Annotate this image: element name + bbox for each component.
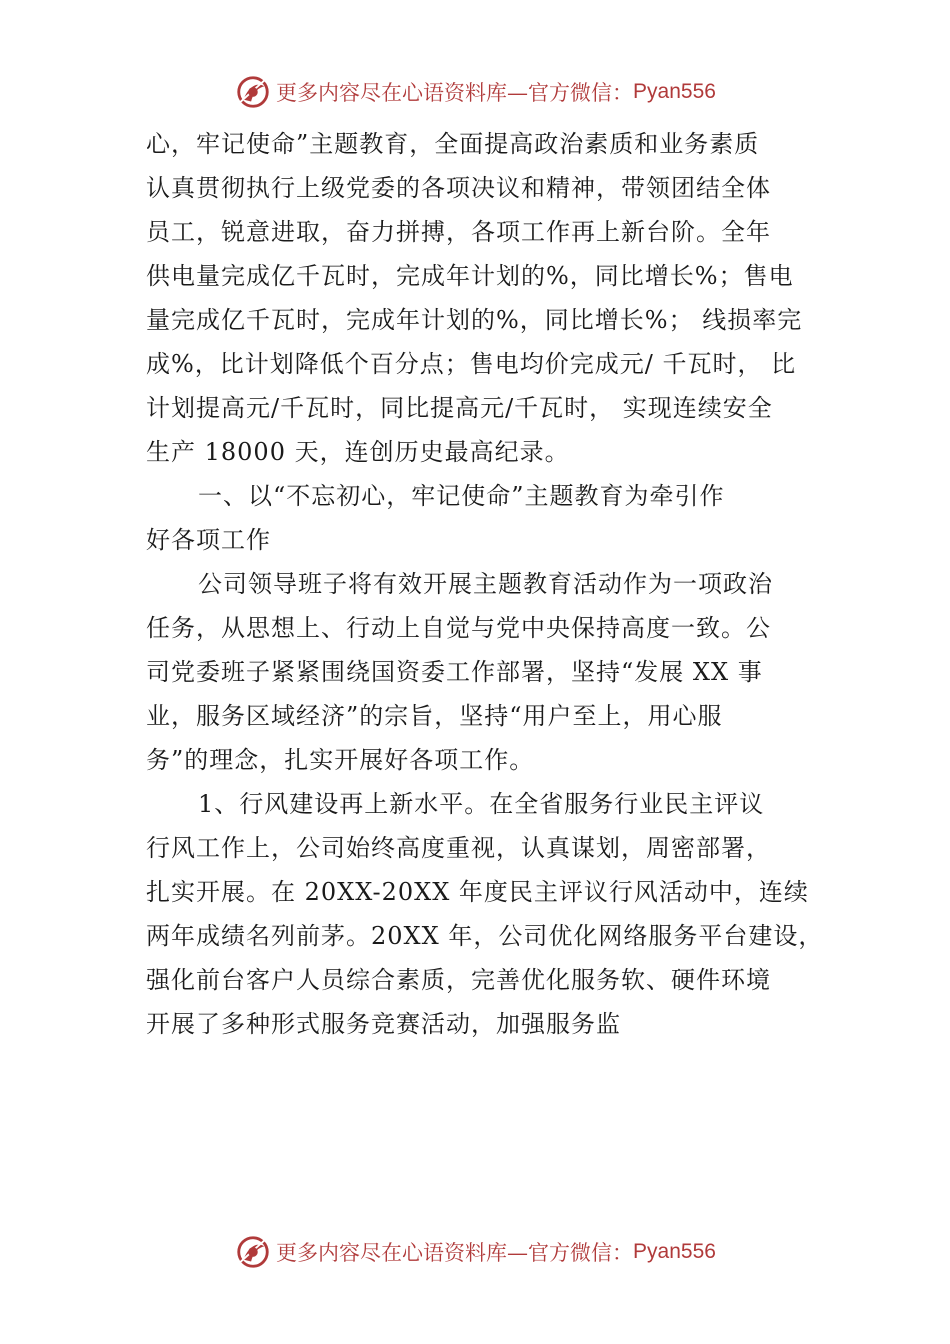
logo-icon: [234, 73, 272, 111]
banner-wechat-id: Pyan556: [633, 80, 716, 103]
body-line: 务”的理念，扎实开展好各项工作。: [146, 746, 535, 774]
body-line: 公司领导班子将有效开展主题教育活动作为一项政治: [198, 570, 773, 598]
body-line: 认真贯彻执行上级党委的各项决议和精神，带领团结全体: [146, 174, 771, 202]
body-line: 供电量完成亿千瓦时，完成年计划的%，同比增长%；售电: [146, 262, 794, 290]
body-line: 生产 18000 天，连创历史最高纪录。: [146, 438, 570, 466]
body-line: 任务，从思想上、行动上自觉与党中央保持高度一致。公: [146, 614, 771, 642]
section-heading: 一、以“不忘初心，牢记使命”主题教育为牵引作: [198, 482, 725, 510]
body-line: 开展了多种形式服务竞赛活动，加强服务监: [146, 1010, 621, 1038]
banner-wechat-id: Pyan556: [633, 1240, 716, 1263]
logo-icon: [234, 1233, 272, 1271]
body-line: 员工，锐意进取，奋力拼搏，各项工作再上新台阶。全年: [146, 218, 771, 246]
body-line: 计划提高元/千瓦时，同比提高元/千瓦时， 实现连续安全: [146, 394, 773, 422]
document-body: [146, 122, 824, 1046]
banner-text: 更多内容尽在心语资料库—官方微信：: [276, 1241, 634, 1265]
body-line: 扎实开展。在 20XX-20XX 年度民主评议行风活动中，连续: [146, 878, 809, 906]
body-line: 行风工作上，公司始终高度重视，认真谋划，周密部署，: [146, 834, 771, 862]
body-line: 1、行风建设再上新水平。在全省服务行业民主评议: [198, 790, 765, 818]
header-banner: [0, 72, 950, 112]
banner-text: 更多内容尽在心语资料库—官方微信：: [276, 81, 634, 105]
body-line: 两年成绩名列前茅。20XX 年，公司优化网络服务平台建设，: [146, 922, 824, 950]
footer-banner: [0, 1232, 950, 1272]
body-line: 强化前台客户人员综合素质，完善优化服务软、硬件环境: [146, 966, 771, 994]
body-line: 司党委班子紧紧围绕国资委工作部署，坚持“发展 XX 事: [146, 658, 763, 686]
section-heading-cont: 好各项工作: [146, 526, 271, 554]
body-line: 业，服务区域经济”的宗旨，坚持“用户至上，用心服: [146, 702, 723, 730]
body-line: 心，牢记使命”主题教育，全面提高政治素质和业务素质: [146, 130, 760, 158]
body-line: 量完成亿千瓦时，完成年计划的%，同比增长%； 线损率完: [146, 306, 803, 334]
body-line: 成%，比计划降低个百分点；售电均价完成元/ 千瓦时， 比: [146, 350, 797, 378]
